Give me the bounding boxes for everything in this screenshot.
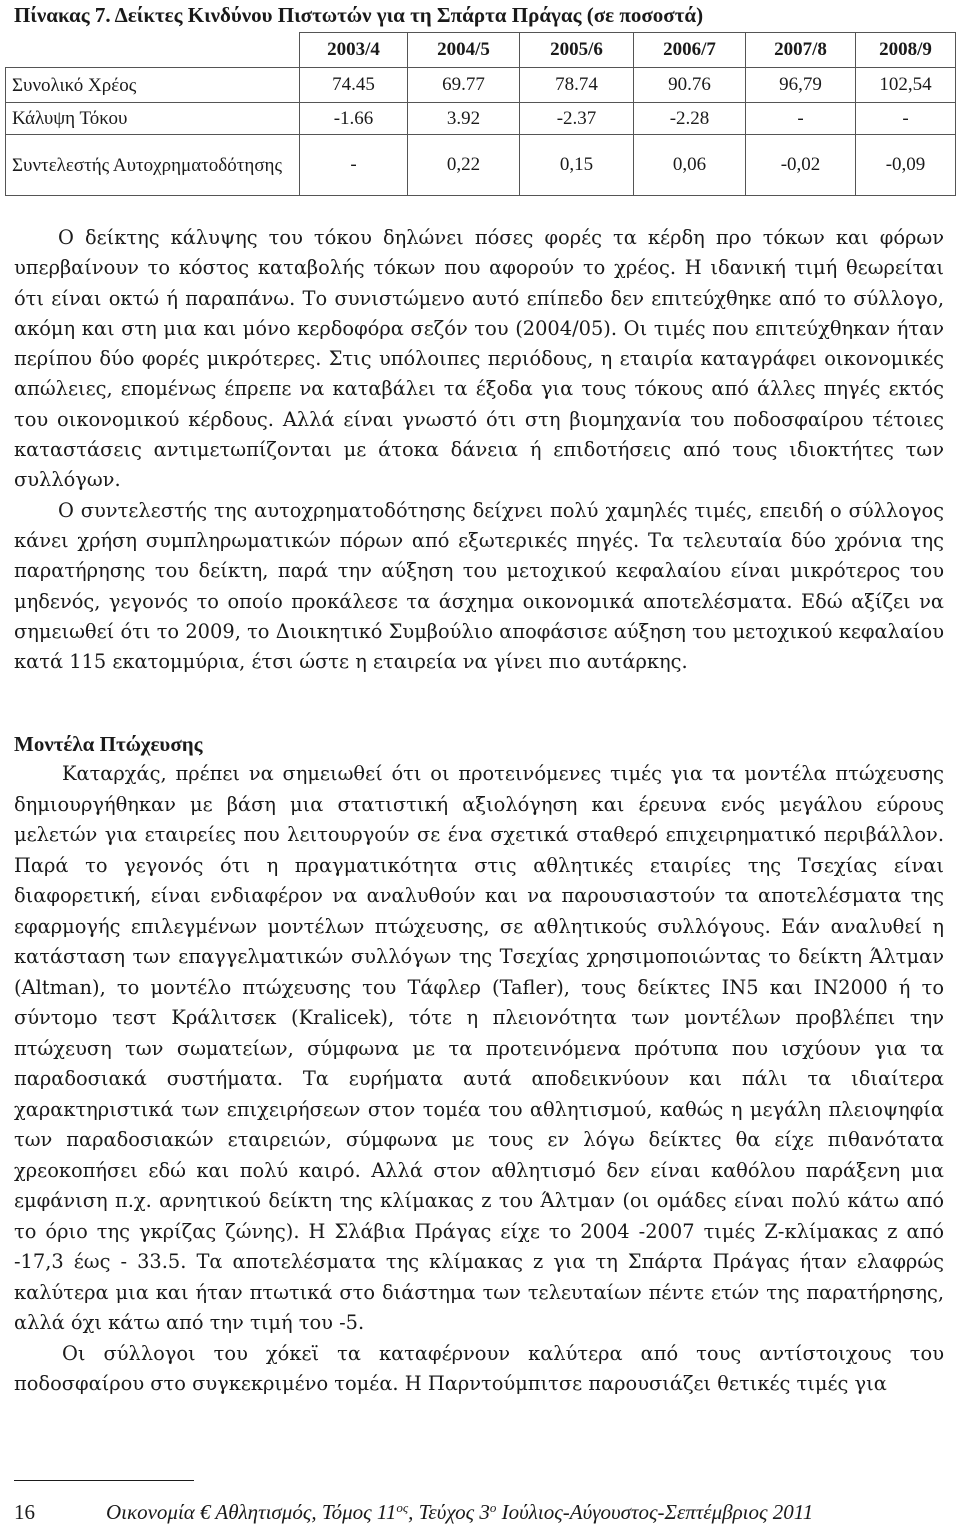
table-cell: - [856,103,956,135]
column-header: 2004/5 [408,33,520,68]
table-cell: 102,54 [856,68,956,103]
column-header: 2006/7 [634,33,746,68]
table-cell: 74.45 [300,68,408,103]
table-title: Πίνακας 7. Δείκτες Κινδύνου Πιστωτών για τη Σπάρτα Πράγας (σε ποσοστά) [14,3,704,27]
issue-label: , Τεύχος 3 [408,1500,490,1524]
journal-name: Οικονομία € Αθλητισμός, Τόμος 11 [106,1500,397,1524]
issue-period: Ιούλιος-Αύγουστος-Σεπτέμβριος 2011 [496,1500,814,1524]
table-cell: 0,15 [520,135,634,196]
column-header: 2008/9 [856,33,956,68]
table-cell: -1.66 [300,103,408,135]
row-label: Συντελεστής Αυτοχρηματοδότησης [6,135,300,196]
paragraph: Ο δείκτης κάλυψης του τόκου δηλώνει πόσες φορές τα κέρδη προ τόκων και φόρων υπερβαίνουν το κόστος καταβολής τόκων που αφορούν το χρέος. Η ιδανική τιμή θεωρείται ότι είναι οκτώ ή παραπάνω. Το συνιστώμενο αυτό επίπεδο δεν επιτεύχθηκε από το σύλλογο, ακόμη και στη μια και μόνο κερδοφόρα σεζόν του (2004/05). Οι τιμές που επιτεύχθηκαν ήταν περίπου δύο φορές μικρότερες. Στις υπόλοιπες περιόδους, η εταιρία καταγράφει οικονομικές απώλειες, επομένως έπρεπε να καταβάλει τα έξοδα για τους τόκους από άλλες πηγές εκτός του οικονομικού κέρδους. Αλλά είναι γνωστό ότι στη βιομηχανία του ποδοσφαίρου τέτοιες καταστάσεις αντιμετωπίζονται με άτοκα δάνεια ή επιδοτήσεις από τους ιδιοκτήτες των συλλόγων. [14,226,944,492]
table-cell: -2.28 [634,103,746,135]
table-corner-cell [6,33,300,68]
table-cell: 69.77 [408,68,520,103]
body-text [14,223,944,677]
column-header: 2003/4 [300,33,408,68]
table-cell: 90.76 [634,68,746,103]
table-cell: 0,06 [634,135,746,196]
page-number: 16 [14,1500,35,1524]
table-row [6,135,956,196]
paragraph: Οι σύλλογοι του χόκεϊ τα καταφέρνουν καλύτερα από τους αντίστοιχους του ποδοσφαίρου στο συγκεκριμένο τομέα. Η Παρντούμπιτσε παρουσιάζει θετικές τιμές για [14,1341,944,1395]
table-cell: 96,79 [746,68,856,103]
paragraph: Καταρχάς, πρέπει να σημειωθεί ότι οι προτεινόμενες τιμές για τα μοντέλα πτώχευσης δημιουργήθηκαν με βάση μια στατιστική αξιολόγηση και έρευνα ενός μεγάλου εύρους μελετών για εταιρείες που λειτουργούν σε ένα σχετικά σταθερό επιχειρηματικό περιβάλλον. Παρά το γεγονός ότι η πραγματικότητα στις αθλητικές εταιρίες της Τσεχίας είναι διαφορετική, είναι ενδιαφέρον να αναλυθούν και να παρουσιαστούν τα αποτελέσματα της εφαρμογής επιλεγμένων μοντέλων πτώχευσης, σε αθλητικούς συλλόγους. Εάν αναλυθεί η κατάσταση των επαγγελματικών συλλόγων της Τσεχίας χρησιμοποιώντας το δείκτη Άλτμαν (Altman), το μοντέλο πτώχευσης του Τάφλερ (Tafler), τους δείκτες IN5 και IN2000 ή το σύντομο τεστ Κράλιτσεκ (Kralicek), τότε η πλειονότητα των μοντέλων προβλέπει την πτώχευση των σωματείων, σύμφωνα με τα προτεινόμενα πρότυπα που ισχύουν για τα παραδοσιακά συστήματα. Τα ευρήματα αυτά αποδεικνύουν και πάλι τα ιδιαίτερα χαρακτηριστικά των επιχειρήσεων στον τομέα του αθλητισμού, καθώς η μεγάλη πλειοψηφία των παραδοσιακών εταιρειών, σύμφωνα με τους εν λόγω δείκτες θα είχε πιθανότατα χρεοκοπήσει εδώ και πολύ καιρό. Αλλά στον αθλητισμό δεν είναι καθόλου παράξενη μια εμφάνιση π.χ. αρνητικού δείκτη της κλίμακας z του Άλτμαν (οι ομάδες είναι πολύ κάτω από το όριο της γκρίζας ζώνης). Η Σλάβια Πράγας είχε το 2004 -2007 τιμές Z-κλίμακας z από -17,3 έως - 33.5. Τα αποτελέσματα της κλίμακας z για τη Σπάρτα Πράγας ήταν ελαφρώς καλύτερα μια και ήταν πτωτικά στο διάστημα των τελευταίων πέντε ετών της παρατήρησης, αλλά όχι κάτω από την τιμή του -5. [14,762,944,1334]
section-title: Μοντέλα Πτώχευσης [14,732,203,756]
table-cell: -0,02 [746,135,856,196]
column-header: 2007/8 [746,33,856,68]
column-header: 2005/6 [520,33,634,68]
journal-footer [106,1500,813,1525]
table-cell: 3.92 [408,103,520,135]
row-label: Κάλυψη Τόκου [6,103,300,135]
table-cell: 78.74 [520,68,634,103]
paragraph: Ο συντελεστής της αυτοχρηματοδότησης δείχνει πολύ χαμηλές τιμές, επειδή ο σύλλογος κάνει χρήση συμπληρωματικών πόρων από εξωτερικές πηγές. Τα τελευταία δύο χρόνια της παρατήρησης του δείκτη, παρά την αύξηση του μετοχικού κεφαλαίου είναι μικρότερος του μηδενός, γεγονός το οποίο προκάλεσε τα άσχημα οικονομικά αποτελέσματα. Εδώ αξίζει να σημειωθεί ότι το 2009, το Διοικητικό Συμβούλιο αποφάσισε αύξηση του μετοχικού κεφαλαίου κατά 115 εκατομμύρια, έτσι ώστε η εταιρεία να γίνει πιο αυτάρκης. [14,498,944,674]
table-row [6,103,956,135]
volume-suffix: ος [396,1500,409,1515]
table-cell: 0,22 [408,135,520,196]
table-cell: -2.37 [520,103,634,135]
table-cell: -0,09 [856,135,956,196]
table-cell: - [746,103,856,135]
table-header-row [6,33,956,68]
table-cell: - [300,135,408,196]
section-body-text [14,759,944,1400]
row-label: Συνολικό Χρέος [6,68,300,103]
table-row [6,68,956,103]
risk-indicators-table [5,32,956,196]
footer-divider [14,1480,194,1481]
issue-suffix: ο [489,1500,497,1515]
